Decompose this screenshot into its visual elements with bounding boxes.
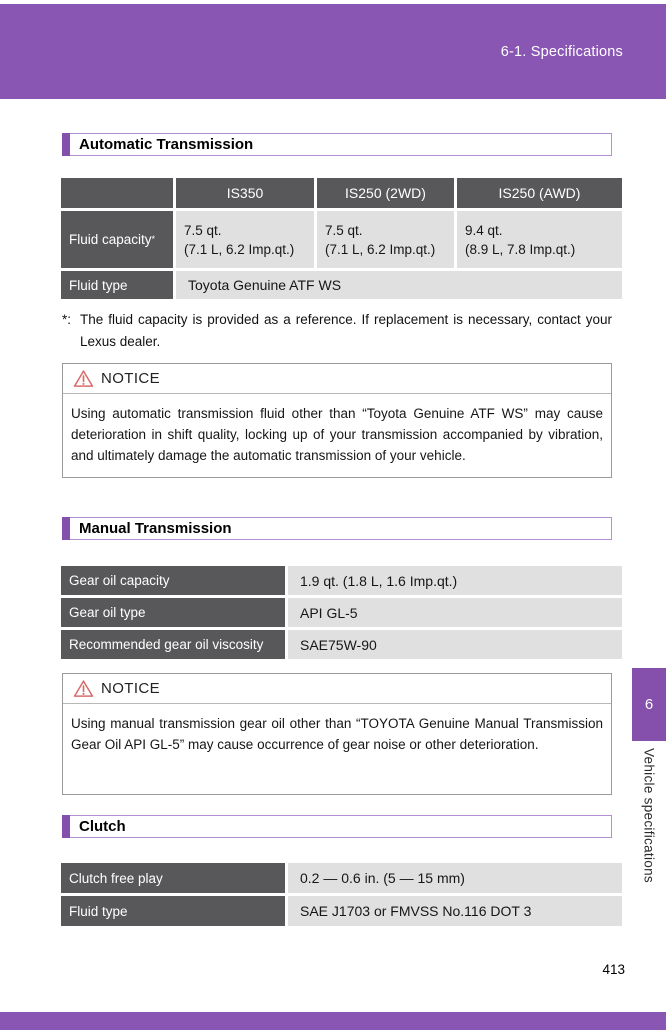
row-label-clutch-fluid-type: Fluid type [61, 896, 285, 926]
warning-triangle-icon [73, 369, 94, 388]
clutch-table [61, 863, 622, 926]
footnote-marker-sup: * [151, 233, 156, 244]
row-label-clutch-free-play: Clutch free play [61, 863, 285, 893]
table-footnote [62, 309, 612, 352]
table-corner-cell [61, 178, 173, 208]
notice-title: NOTICE [101, 370, 161, 387]
row-label-fluid-capacity: Fluid capacity * [61, 211, 173, 268]
section-accent-bar [62, 133, 70, 156]
warning-triangle-icon [73, 679, 94, 698]
breadcrumb: 6-1. Specifications [500, 43, 623, 60]
chapter-number: 6 [644, 696, 654, 713]
page-footer-band [0, 1012, 666, 1030]
chapter-tab-label: Vehicle specifications [641, 748, 657, 883]
section-accent-bar [62, 517, 70, 540]
table-cell-fluid-type: Toyota Genuine ATF WS [176, 271, 622, 299]
column-header-is250-2wd: IS250 (2WD) [317, 178, 454, 208]
row-label-fluid-type: Fluid type [61, 271, 173, 299]
column-header-is250-awd: IS250 (AWD) [457, 178, 622, 208]
row-label-gear-oil-viscosity: Recommended gear oil viscosity [61, 630, 285, 659]
manual-transmission-table [61, 566, 622, 659]
chapter-tab-label-wrap [632, 748, 666, 938]
page-header-band [0, 4, 666, 99]
table-cell-gear-oil-capacity: 1.9 qt. (1.8 L, 1.6 Imp.qt.) [288, 566, 622, 595]
notice-box-automatic [62, 363, 612, 478]
notice-box-manual [62, 673, 612, 795]
table-cell-clutch-fluid-type: SAE J1703 or FMVSS No.116 DOT 3 [288, 896, 622, 926]
footnote-text: The fluid capacity is provided as a reference. If replacement is necessary, contact your Lexus dealer. [80, 312, 612, 349]
notice-header [63, 364, 611, 394]
notice-body: Using automatic transmission fluid other than “Toyota Genuine ATF WS” may cause deterioration in shift quality, locking up of your transmission accompanied by vibration, and ultimately damage the automatic transmission of your vehicle. [71, 406, 603, 463]
footnote-marker: *: [62, 312, 72, 327]
table-cell-capacity-is350: 7.5 qt. (7.1 L, 6.2 Imp.qt.) [176, 211, 314, 268]
section-accent-bar [62, 815, 70, 838]
table-cell-gear-oil-type: API GL-5 [288, 598, 622, 627]
column-header-is350: IS350 [176, 178, 314, 208]
table-cell-clutch-free-play: 0.2 — 0.6 in. (5 — 15 mm) [288, 863, 622, 893]
notice-header [63, 674, 611, 704]
section-title: Manual Transmission [79, 520, 232, 537]
automatic-transmission-table [61, 178, 622, 299]
table-cell-capacity-is250-2wd: 7.5 qt. (7.1 L, 6.2 Imp.qt.) [317, 211, 454, 268]
section-header-automatic-transmission [62, 133, 612, 156]
section-header-clutch [62, 815, 612, 838]
row-label-gear-oil-type: Gear oil type [61, 598, 285, 627]
chapter-tab [632, 668, 666, 741]
row-label-gear-oil-capacity: Gear oil capacity [61, 566, 285, 595]
page-number: 413 [602, 962, 625, 977]
section-header-manual-transmission [62, 517, 612, 540]
notice-title: NOTICE [101, 680, 161, 697]
section-title: Clutch [79, 818, 126, 835]
table-cell-gear-oil-viscosity: SAE75W-90 [288, 630, 622, 659]
table-cell-capacity-is250-awd: 9.4 qt. (8.9 L, 7.8 Imp.qt.) [457, 211, 622, 268]
notice-body: Using manual transmission gear oil other than “TOYOTA Genuine Manual Transmission Gear Oil API GL-5” may cause occurrence of gear noise or other deterioration. [71, 716, 603, 752]
section-title: Automatic Transmission [79, 136, 254, 153]
